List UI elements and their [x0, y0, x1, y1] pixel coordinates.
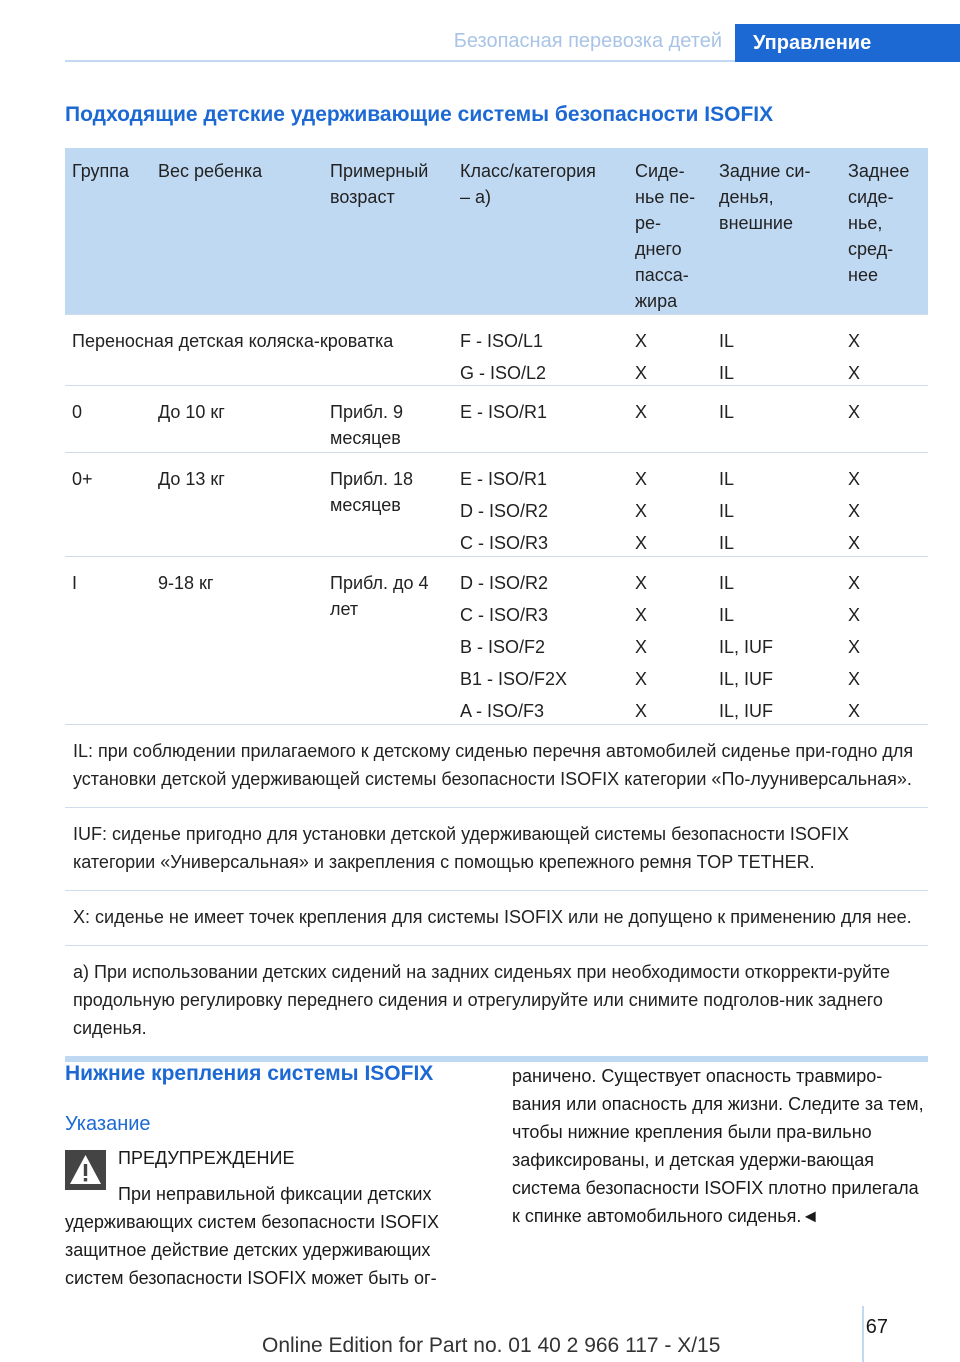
cell-age: Прибл. 18 месяцев: [330, 469, 414, 515]
section-heading: Нижние крепления системы ISOFIX: [65, 1062, 434, 1085]
table-row: [65, 314, 928, 385]
note-heading: Указание: [65, 1113, 151, 1135]
table-note-iuf: IUF: сиденье пригодно для установки детской удерживающей системы безопасности ISOFIX категории «Универсальная» и закрепления с помощью крепежного ремня TOP TETHER.: [65, 807, 928, 890]
col-weight: Вес ребенка: [158, 161, 263, 181]
cell-class: F - ISO/L1 G - ISO/L2: [460, 331, 547, 383]
cell-rear-middle: X X X X X: [848, 573, 861, 721]
isofix-table: [65, 148, 928, 1062]
table-note-x: X: сиденье не имеет точек крепления для системы ISOFIX или не допущено к применению для нее.: [65, 890, 928, 945]
cell-group: I: [72, 573, 78, 593]
page-number: 67: [865, 1316, 888, 1338]
cell-front: X X X: [635, 469, 648, 553]
col-front-seat: Сиде- нье пе- ре- днего пасса- жира: [635, 161, 696, 311]
col-rear-outer: Задние си- денья, внешние: [719, 161, 811, 233]
cell-age: Прибл. 9 месяцев: [330, 402, 404, 448]
warning-text: При неправильной фиксации детских удерживающих систем безопасности ISOFIX защитное действие детских удерживающих систем безопасности ISOFIX может быть ог-: [65, 1184, 440, 1288]
cell-rear-outer: IL IL: [719, 331, 735, 383]
cell-age: Прибл. до 4 лет: [330, 573, 429, 619]
cell-group: Переносная детская коляска-кроватка: [72, 331, 394, 351]
table-row: [65, 556, 928, 724]
tab-controls[interactable]: Управление: [735, 24, 960, 62]
cell-group: 0: [72, 402, 83, 422]
section-breadcrumb[interactable]: Безопасная перевозка детей: [453, 30, 722, 52]
cell-weight: До 10 кг: [158, 402, 225, 422]
cell-rear-middle: X X X: [848, 469, 861, 553]
cell-rear-outer: IL IL IL, IUF IL, IUF IL, IUF: [719, 573, 774, 721]
table-row: [65, 385, 928, 452]
cell-class: D - ISO/R2 C - ISO/R3 B - ISO/F2 B1 - ISO/F2X A - ISO/F3: [460, 573, 568, 721]
warning-text-continued: раничено. Существует опасность травмиро-вания или опасность для жизни. Следите за тем, чтобы нижние крепления были пра-вильно зафиксированы, и детская удержи-вающая система безопасности ISOFIX плотно прилегала к спинке автомобильного сиденья.◄: [512, 1066, 924, 1226]
cell-class: E - ISO/R1 D - ISO/R2 C - ISO/R3: [460, 469, 549, 553]
table-note-il: IL: при соблюдении прилагаемого к детскому сиденью перечня автомобилей сиденье при-годно для установки детской удерживающей системы безопасности ISOFIX категории «По-лууниверсальная».: [65, 724, 928, 807]
col-rear-middle: Заднее сиде- нье, сред- нее: [848, 161, 910, 285]
cell-class: E - ISO/R1: [460, 402, 548, 422]
page-title: Подходящие детские удерживающие системы безопасности ISOFIX: [65, 103, 774, 126]
col-class: Класс/категория – a): [460, 161, 596, 207]
cell-rear-middle: X: [848, 402, 861, 422]
cell-front: X X X X X: [635, 573, 648, 721]
col-group: Группа: [72, 161, 130, 181]
cell-rear-outer: IL IL IL: [719, 469, 735, 553]
table-note-a: a) При использовании детских сидений на задних сиденьях при необходимости откорректи-руйте продольную регулировку переднего сидения и отрегулируйте или снимите подголов-ник заднего сиденья.: [65, 945, 928, 1056]
cell-group: 0+: [72, 469, 93, 489]
table-header: [65, 148, 928, 314]
warning-label: ПРЕДУПРЕЖДЕНИЕ: [118, 1148, 295, 1168]
cell-front: X: [635, 402, 648, 422]
page-number-divider: [862, 1306, 864, 1362]
cell-front: X X: [635, 331, 648, 383]
col-age: Примерный возраст: [330, 161, 429, 207]
edition-footer: Online Edition for Part no. 01 40 2 966 117 - X/15: [262, 1334, 721, 1357]
cell-weight: 9-18 кг: [158, 573, 214, 593]
cell-rear-outer: IL: [719, 402, 735, 422]
table-row: [65, 452, 928, 556]
cell-weight: До 13 кг: [158, 469, 225, 489]
cell-rear-middle: X X: [848, 331, 861, 383]
